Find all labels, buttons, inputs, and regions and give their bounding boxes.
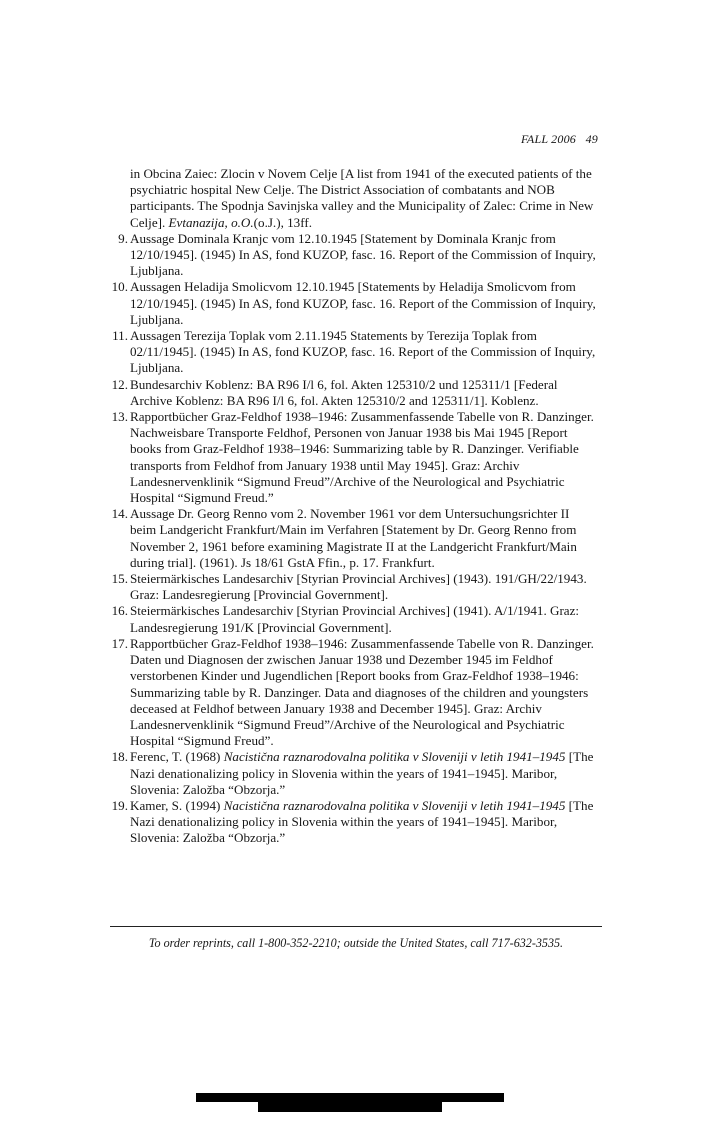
issue-label: FALL 2006 bbox=[520, 132, 576, 146]
reference-item bbox=[110, 328, 598, 377]
reference-item bbox=[110, 279, 598, 328]
running-header bbox=[521, 132, 598, 147]
reference-title: Nacistična raznarodovalna politika v Sloveniji v letih 1941–1945 bbox=[223, 797, 566, 813]
reference-item bbox=[110, 377, 598, 409]
reference-number: 10. bbox=[111, 279, 128, 295]
reference-text: Bundesarchiv Koblenz: BA R96 I/l 6, fol. Akten 125310/2 und 125311/1 [Federal Archive Koblenz: BA R96 I/l 6, fol. Akten 125310/2 and 125311/1]. Koblenz. bbox=[130, 376, 558, 408]
reference-item bbox=[110, 749, 598, 798]
reference-number: 14. bbox=[111, 506, 128, 522]
reference-item bbox=[110, 571, 598, 603]
reference-text: Rapportbücher Graz-Feldhof 1938–1946: Zusammenfassende Tabelle von R. Danzinger. Daten und Diagnosen der zwischen Januar 1938 und Dezember 1945 im Feldhof verstorbenen Kinder und Jugendlichen [Report books from Graz-Feldhof 1938–1946: Summarizing table by R. Danzinger. Data and diagnoses of the children and youngsters deceased at Feldhof between January 1938 and December 1945]. Graz: Archiv Landesnervenklinik “Sigmund Freud”/Archive of the Neurological and Psychiatric Hospital “Sigmund Freud”. bbox=[130, 635, 594, 749]
reference-text: Aussage Dominala Kranjc vom 12.10.1945 [Statement by Dominala Kranjc from 12/10/1945]. (1945) In AS, fond KUZOP, fasc. 16. Report of the Commission of Inquiry, Ljubljana. bbox=[130, 230, 596, 279]
reference-text: [The Nazi denationalizing policy in Slovenia within the years of 1941–1945]. Maribor, Slovenia: Založba “Obzorja.” bbox=[130, 797, 594, 846]
footer-divider bbox=[110, 926, 602, 927]
reference-item bbox=[110, 506, 598, 571]
reference-item bbox=[110, 603, 598, 635]
reference-text: Ferenc, T. (1968) bbox=[130, 749, 224, 765]
reference-number: 13. bbox=[111, 409, 128, 425]
reference-list-section bbox=[110, 166, 598, 847]
reference-number: 12. bbox=[111, 376, 128, 392]
reference-text: Aussage Dr. Georg Renno vom 2. November 1961 vor dem Untersuchungsrichter II beim Landgericht Frankfurt/Main im Verfahren [Statement by Dr. Georg Renno from November 2, 1961 before examining Magistrate II at the Landgericht Frankfurt/Main during trial]. (1961). Js 18/61 GstA Ffin., p. 17. Frankfurt. bbox=[130, 506, 577, 570]
reference-number: 11. bbox=[112, 328, 128, 344]
reference-item bbox=[110, 798, 598, 847]
reference-8-continuation bbox=[110, 166, 598, 231]
reference-item bbox=[110, 409, 598, 506]
reference-text: Steiermärkisches Landesarchiv [Styrian Provincial Archives] (1943). 191/GH/22/1943. Graz: Landesregierung [Provincial Government]. bbox=[130, 571, 587, 603]
reference-text: Aussagen Heladija Smolicvom 12.10.1945 [Statements by Heladija Smolicvom from 12/10/1945]. (1945) In AS, fond KUZOP, fasc. 16. Report of the Commission of Inquiry, Ljubljana. bbox=[130, 279, 596, 327]
reprints-footer: To order reprints, call 1-800-352-2210; outside the United States, call 717-632-3535. bbox=[148, 936, 564, 950]
page-number: 49 bbox=[585, 132, 598, 146]
reference-item bbox=[110, 636, 598, 749]
reference-text: [The Nazi denationalizing policy in Slovenia within the years of 1941–1945]. Maribor, Slovenia: Založba “Obzorja.” bbox=[130, 749, 594, 797]
ref-text-part: in Obcina Zaiec: Zlocin v Novem Celje [A list from 1941 of the executed patients of the psychiatric hospital New Celje. The District Association of combatants and NOB participants. The Spodnja Savinjska valley and the Municipality of Zalec: Crime in New Celje]. bbox=[130, 166, 594, 230]
redaction-bar bbox=[258, 1100, 442, 1112]
reference-text: Aussagen Terezija Toplak vom 2.11.1945 Statements by Terezija Toplak from 02/11/1945]. (1945) In AS, fond KUZOP, fasc. 16. Report of the Commission of Inquiry, Ljubljana. bbox=[130, 328, 596, 376]
reference-number: 18. bbox=[111, 749, 128, 765]
reference-text: Kamer, S. (1994) bbox=[130, 797, 224, 813]
ref-italic-part: Evtanazija, o.O. bbox=[168, 214, 254, 230]
reference-number: 16. bbox=[111, 603, 128, 619]
reference-text: Steiermärkisches Landesarchiv [Styrian Provincial Archives] (1941). A/1/1941. Graz: Landesregierung 191/K [Provincial Government]. bbox=[130, 603, 580, 635]
reference-number: 19. bbox=[111, 797, 128, 813]
reference-title: Nacistična raznarodovalna politika v Sloveniji v letih 1941–1945 bbox=[223, 749, 566, 765]
reference-number: 15. bbox=[111, 571, 128, 587]
reference-list bbox=[110, 231, 598, 847]
reference-number: 9. bbox=[118, 230, 128, 246]
ref-text-part: (o.J.), 13ff. bbox=[253, 214, 312, 230]
reference-item bbox=[110, 231, 598, 280]
reference-number: 17. bbox=[111, 635, 128, 651]
reference-text: Rapportbücher Graz-Feldhof 1938–1946: Zusammenfassende Tabelle von R. Danzinger. Nachweisbare Transporte Feldhof, Personen von Januar 1938 bis Mai 1945 [Report books from Graz-Feldhof 1938–1946: Summarizing table by R. Danzinger. Verifiable transports from Feldhof from January 1938 until May 1945]. Graz: Archiv Landesnervenklinik “Sigmund Freud”/Archive of the Neurological and Psychiatric Hospital “Sigmund Freud.” bbox=[130, 409, 594, 506]
